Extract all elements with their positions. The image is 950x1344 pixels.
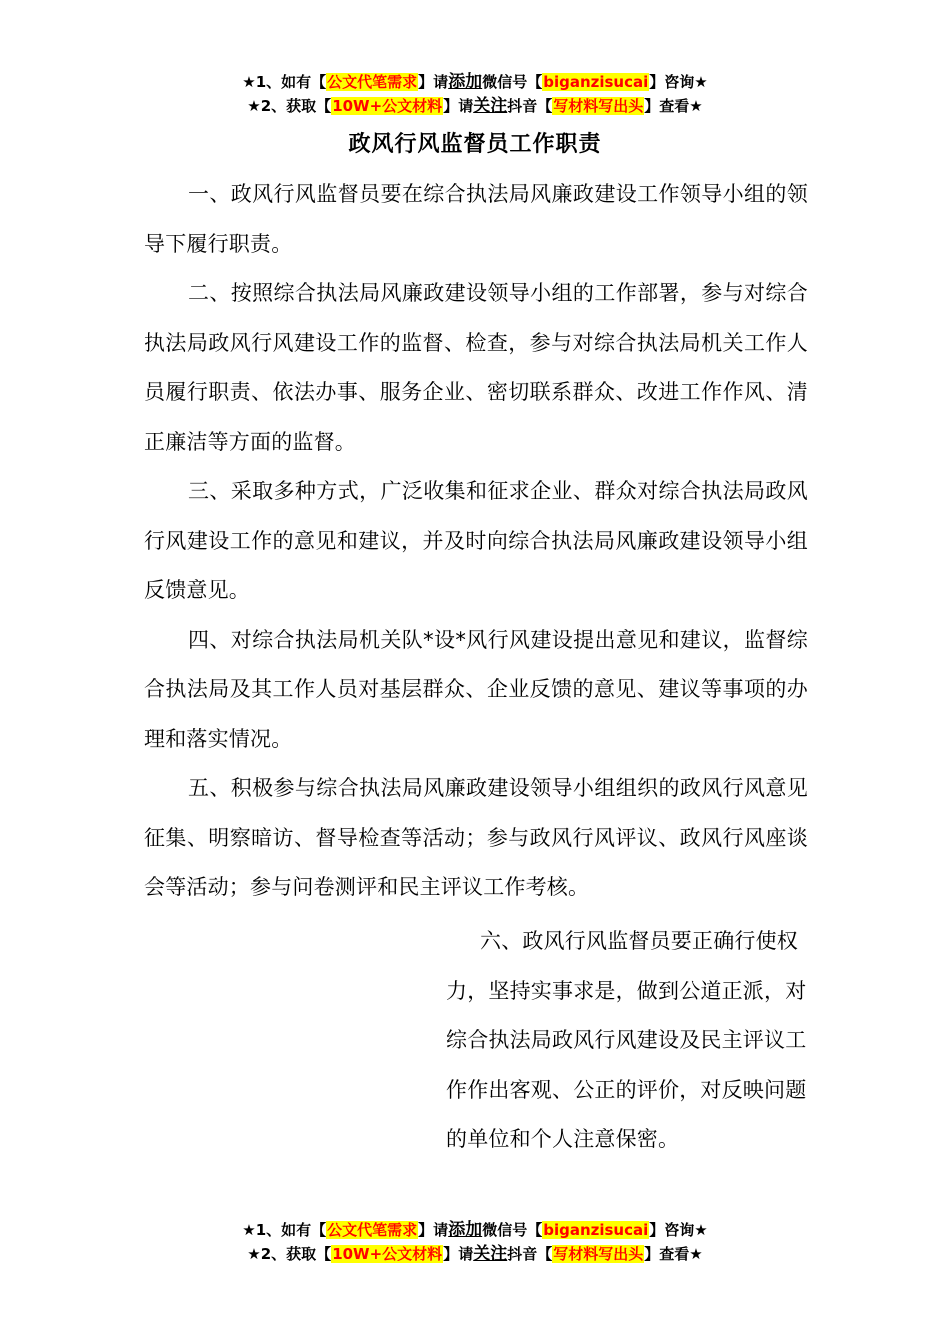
banner-text: ★1、如有【 xyxy=(242,1221,327,1239)
banner-line-2 xyxy=(0,1242,950,1266)
banner-text: 微信号【 xyxy=(482,1221,543,1239)
banner-text: 微信号【 xyxy=(482,73,543,91)
highlight-douyin: 写材料写出头 xyxy=(553,97,644,115)
banner-text: 】咨询★ xyxy=(649,1221,708,1239)
banner-text: 】请 xyxy=(443,1245,474,1263)
paragraph-5: 五、积极参与综合执法局风廉政建设领导小组组织的政风行风意见征集、明察暗访、督导检查等活动；参与政风行风评议、政风行风座谈会等活动；参与问卷测评和民主评议工作考核。 xyxy=(144,776,808,899)
banner-text: 抖音【 xyxy=(507,1245,553,1263)
banner-text: ★2、获取【 xyxy=(247,97,332,115)
banner-text: 】请 xyxy=(443,97,474,115)
banner-underlined: 添加 xyxy=(448,1220,483,1240)
banner-text: ★1、如有【 xyxy=(242,73,327,91)
footer-banner xyxy=(0,1218,950,1266)
paragraph-6: 六、政风行风监督员要正确行使权力，坚持实事求是，做到公道正派，对综合执法局政风行风建设及民主评议工作作出客观、公正的评价，对反映问题的单位和个人注意保密。 xyxy=(446,929,807,1151)
header-banner xyxy=(0,70,950,118)
highlight-wechat-id: biganzisucai xyxy=(543,73,649,91)
banner-underlined: 关注 xyxy=(473,96,508,116)
banner-text: 抖音【 xyxy=(507,97,553,115)
paragraph-3: 三、采取多种方式，广泛收集和征求企业、群众对综合执法局政风行风建设工作的意见和建议，并及时向综合执法局风廉政建设领导小组反馈意见。 xyxy=(144,479,808,602)
highlight-wechat-id: biganzisucai xyxy=(543,1221,649,1239)
highlight-materials: 10W+公文材料 xyxy=(332,97,443,115)
document-title: 政风行风监督员工作职责 xyxy=(348,132,602,157)
highlight-materials: 10W+公文材料 xyxy=(332,1245,443,1263)
banner-line-1 xyxy=(0,70,950,94)
document-body xyxy=(144,170,808,913)
banner-text: 】查看★ xyxy=(644,97,703,115)
highlight-service: 公文代笔需求 xyxy=(327,73,418,91)
banner-text: 】咨询★ xyxy=(649,73,708,91)
paragraph-4: 四、对综合执法局机关队*设*风行风建设提出意见和建议，监督综合执法局及其工作人员对基层群众、企业反馈的意见、建议等事项的办理和落实情况。 xyxy=(144,627,808,751)
highlight-douyin: 写材料写出头 xyxy=(553,1245,644,1263)
banner-underlined: 添加 xyxy=(448,72,483,92)
banner-underlined: 关注 xyxy=(473,1244,508,1264)
banner-line-2 xyxy=(0,94,950,118)
banner-line-1 xyxy=(0,1218,950,1242)
banner-text: 】请 xyxy=(418,1221,449,1239)
highlight-service: 公文代笔需求 xyxy=(327,1221,418,1239)
banner-text: ★2、获取【 xyxy=(247,1245,332,1263)
banner-text: 】请 xyxy=(418,73,449,91)
paragraph-1: 一、政风行风监督员要在综合执法局风廉政建设工作领导小组的领导下履行职责。 xyxy=(144,182,808,256)
paragraph-2: 二、按照综合执法局风廉政建设领导小组的工作部署，参与对综合执法局政风行风建设工作的监督、检查，参与对综合执法局机关工作人员履行职责、依法办事、服务企业、密切联系群众、改进工作作风、清正廉洁等方面的监督。 xyxy=(144,281,808,454)
banner-text: 】查看★ xyxy=(644,1245,703,1263)
